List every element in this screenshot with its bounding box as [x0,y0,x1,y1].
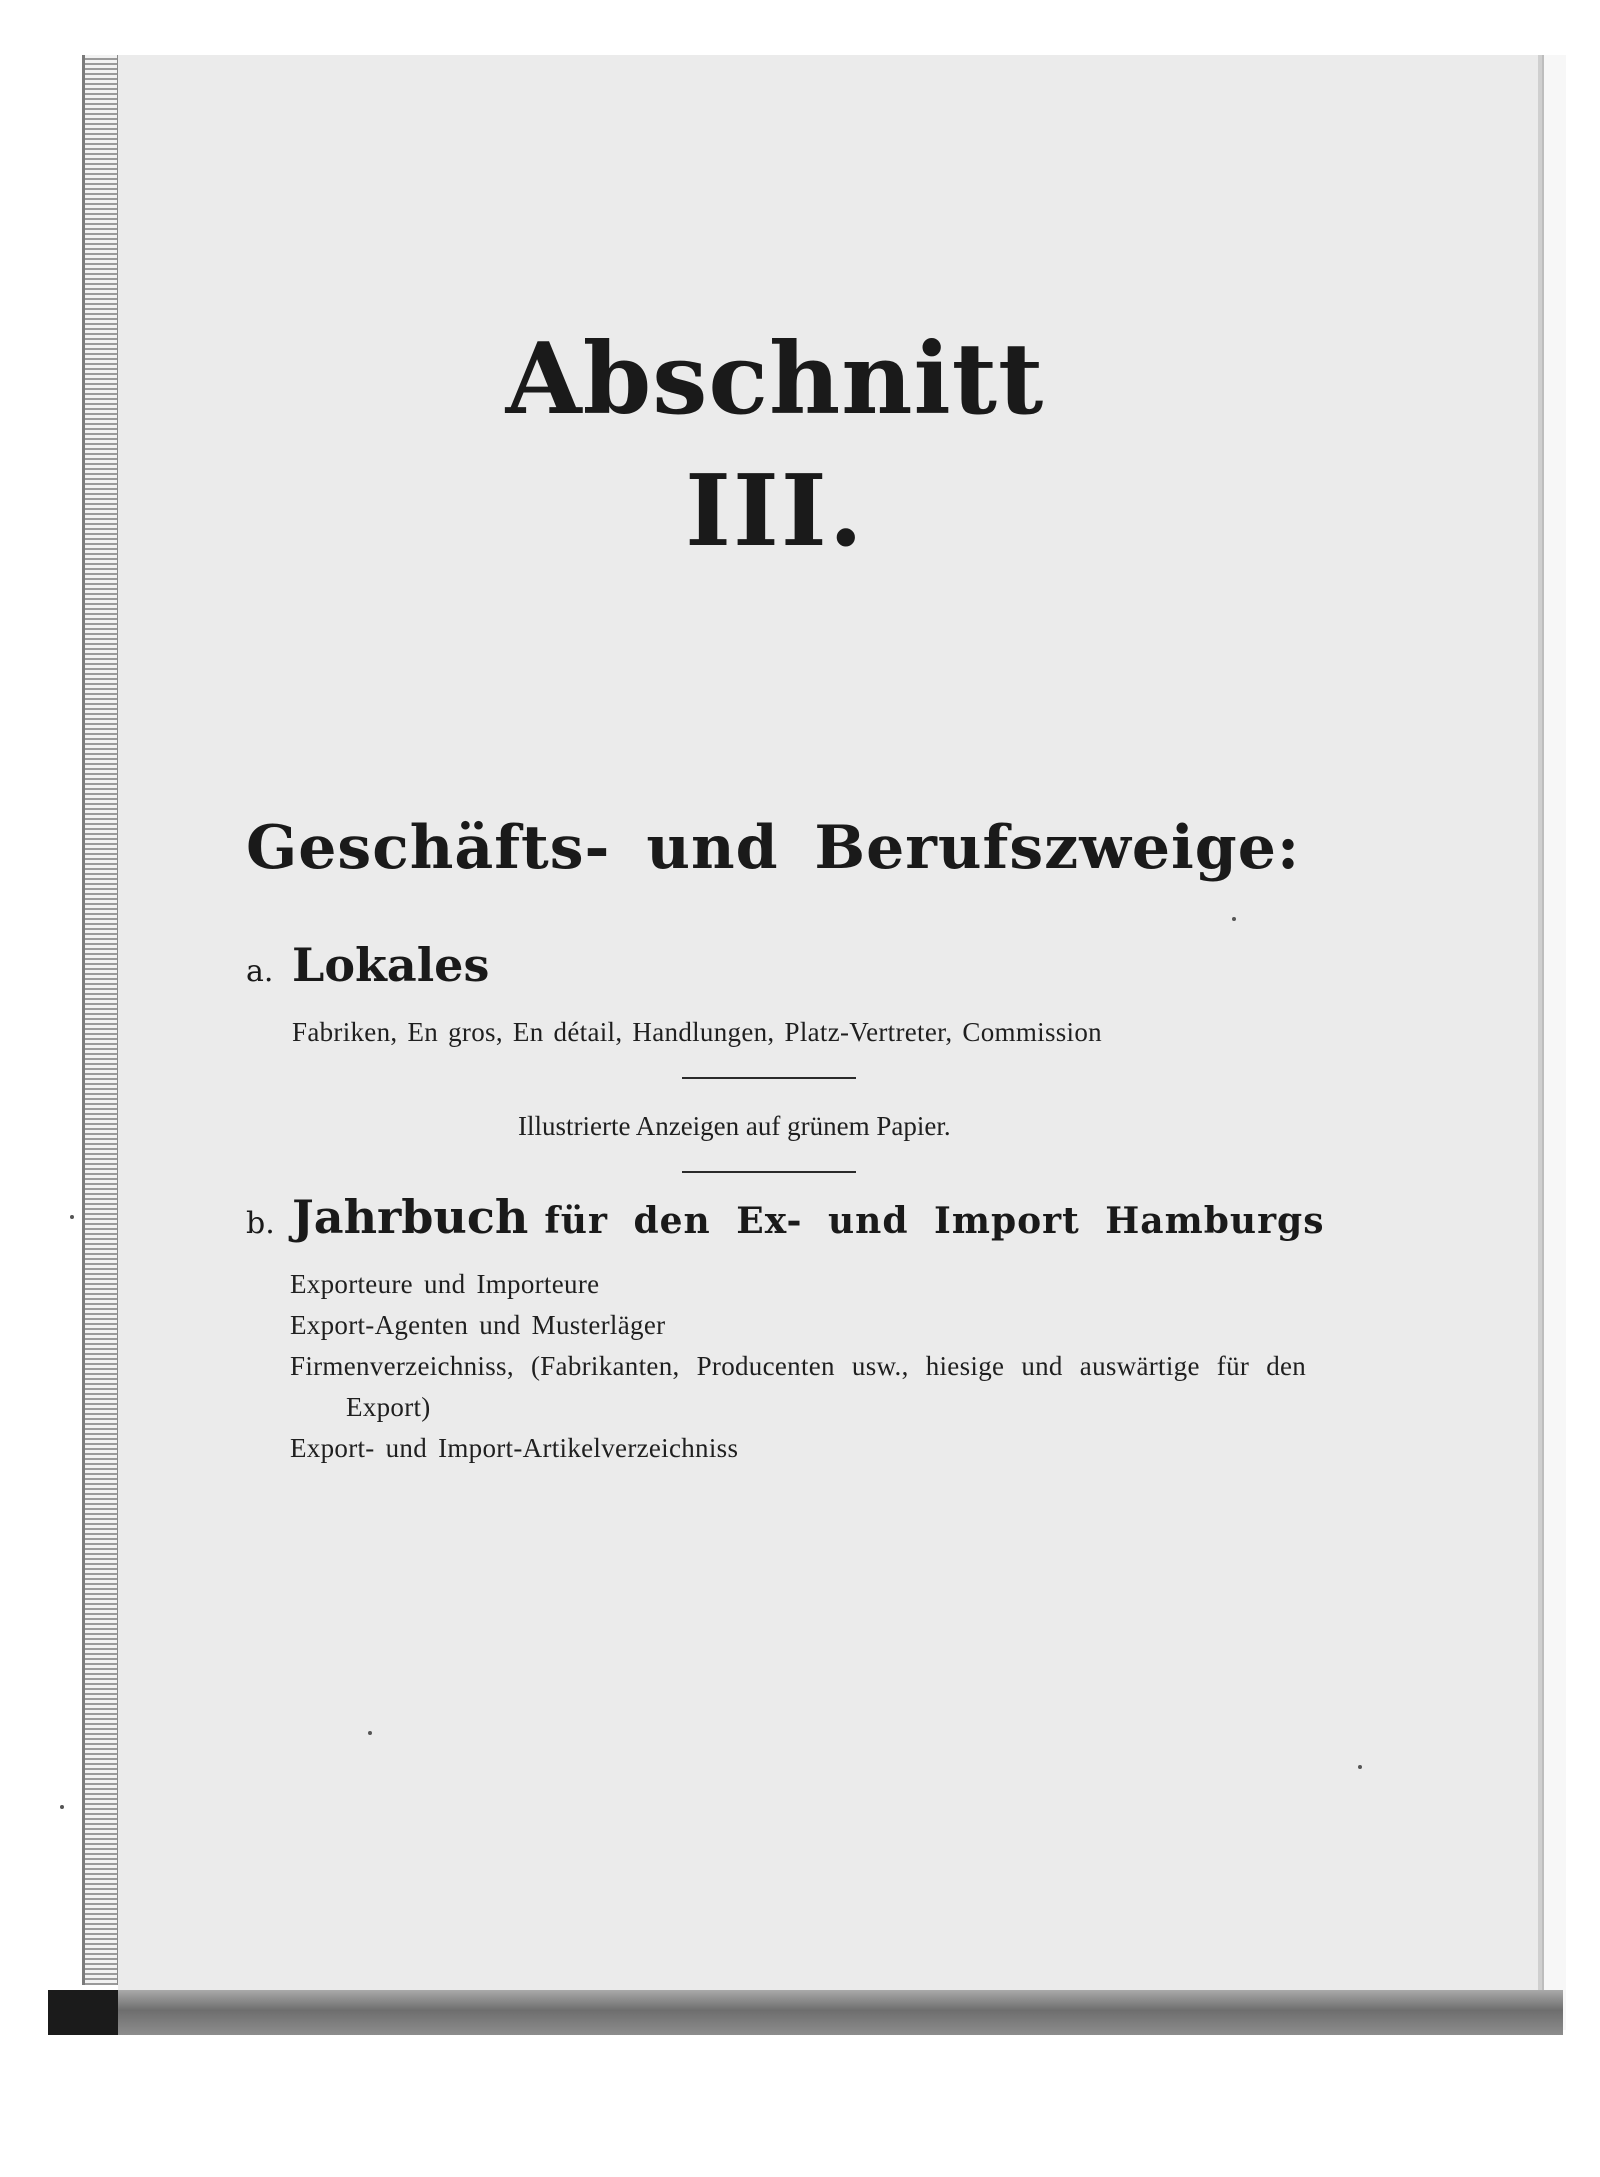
title-word: Abschnitt [505,322,1045,437]
subsection-a-letter: a. [246,954,274,989]
subsection-b-list [290,1264,1390,1469]
section-title [300,320,1250,572]
list-item: Export- und Import-Artikelverzeichniss [290,1433,739,1463]
subsection-b-heading [246,1190,1324,1244]
scan-speck [60,1805,64,1809]
page-bottom-edge [118,1990,1563,2035]
subsection-a-heading [246,938,489,992]
subsection-b-title: Jahrbuch [292,1190,529,1244]
list-item: Export) [346,1392,431,1422]
scan-speck [1232,917,1236,921]
list-item: Export-Agenten und Musterläger [290,1310,666,1340]
divider-rule [682,1077,856,1079]
page-heading: Geschäfts- und Berufszweige: [246,813,1301,883]
list-item: Exporteure und Importeure [290,1269,600,1299]
list-item: Firmenverzeichniss, (Fabrikanten, Producenten usw., hiesige und auswärtige für den [290,1351,1307,1381]
divider-rule [682,1171,856,1173]
title-numeral: III. [685,454,865,569]
subsection-a-note: Illustrierte Anzeigen auf grünem Papier. [518,1111,951,1141]
subsection-a-description: Fabriken, En gros, En détail, Handlungen, Platz-Vertreter, Commission [292,1017,1102,1047]
subsection-b-letter: b. [246,1206,275,1241]
scan-speck [70,1215,74,1219]
book-spine [82,55,119,1985]
subsection-b-title-rest: für den Ex- und Import Hamburgs [544,1200,1325,1242]
scan-speck [1358,1765,1362,1769]
page-edge [1542,55,1566,2030]
subsection-a-title: Lokales [292,938,490,992]
scan-speck [368,1731,372,1735]
